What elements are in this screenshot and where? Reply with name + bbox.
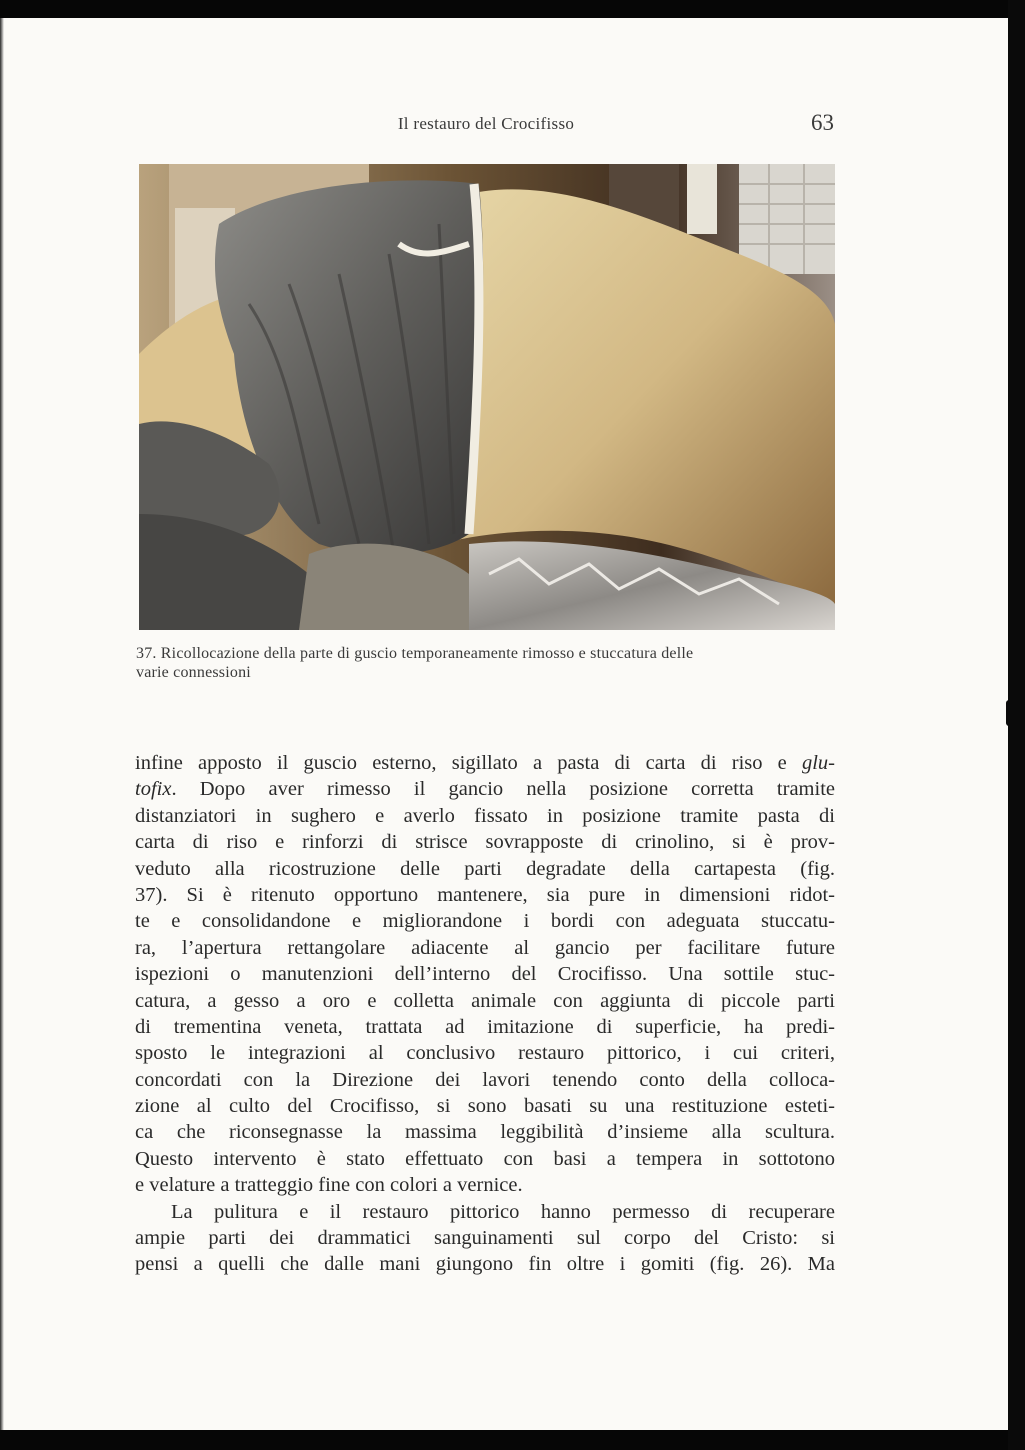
text-line: ispezioni o manutenzioni dell’interno del Crocifisso. Una sottile stuc- [135, 963, 835, 986]
text-line: distanziatori in sughero e averlo fissato in posizione tramite pasta di [135, 804, 835, 827]
text-line: te e consolidandone e migliorandone i bordi con adeguata stuccatu- [135, 910, 835, 933]
text-line: zione al culto del Crocifisso, si sono basati su una restituzione esteti- [135, 1095, 835, 1118]
text-line: ampie parti dei drammatici sanguinamenti sul corpo del Cristo: si [135, 1227, 835, 1250]
text-line: di trementina veneta, trattata ad imitazione di superficie, ha predi- [135, 1015, 835, 1038]
text-line: 37). Si è ritenuto opportuno mantenere, sia pure in dimensioni ridot- [135, 883, 835, 906]
text-line: veduto alla ricostruzione delle parti degradate della cartapesta (fig. [135, 857, 835, 880]
page-number: 63 [811, 110, 834, 135]
restoration-photo [139, 164, 835, 630]
scan-left-shadow [0, 18, 4, 1430]
text-line: carta di riso e rinforzi di strisce sovrapposte di crinolino, si è prov- [135, 831, 835, 854]
text-line: tofix. Dopo aver rimesso il gancio nella posizione corretta tramite [135, 778, 835, 801]
text-line: ra, l’apertura rettangolare adiacente al gancio per facilitare future [135, 936, 835, 959]
figure-caption [136, 644, 836, 682]
background-window [739, 164, 835, 274]
text-line: sposto le integrazioni al conclusivo restauro pittorico, i cui criteri, [135, 1042, 835, 1065]
text-line: La pulitura e il restauro pittorico hanno permesso di recuperare [171, 1200, 835, 1223]
text-line: Questo intervento è stato effettuato con basi a tempera in sottotono [135, 1147, 835, 1170]
text-line: infine apposto il guscio esterno, sigillato a pasta di carta di riso e glu- [135, 752, 835, 774]
running-title: Il restauro del Crocifisso [397, 114, 575, 133]
caption-line: 37. Ricollocazione della parte di guscio temporaneamente rimosso e stuccatura delle [136, 645, 694, 662]
running-head [136, 112, 836, 136]
text-line: concordati con la Direzione dei lavori tenendo conto della colloca- [135, 1068, 835, 1091]
text-line: ca che riconsegnasse la massima leggibilità d’insieme alla scultura. [135, 1121, 835, 1144]
text-line: pensi a quelli che dalle mani giungono fin oltre i gomiti (fig. 26). Ma [135, 1253, 835, 1276]
text-line: e velature a tratteggio fine con colori a vernice. [135, 1174, 523, 1197]
body-text [135, 750, 835, 1278]
figure-photo [139, 164, 835, 630]
page-edge-notch [1006, 700, 1012, 726]
caption-line: varie connessioni [136, 664, 251, 681]
text-line: catura, a gesso a oro e colletta animale con aggiunta di piccole parti [135, 989, 835, 1012]
